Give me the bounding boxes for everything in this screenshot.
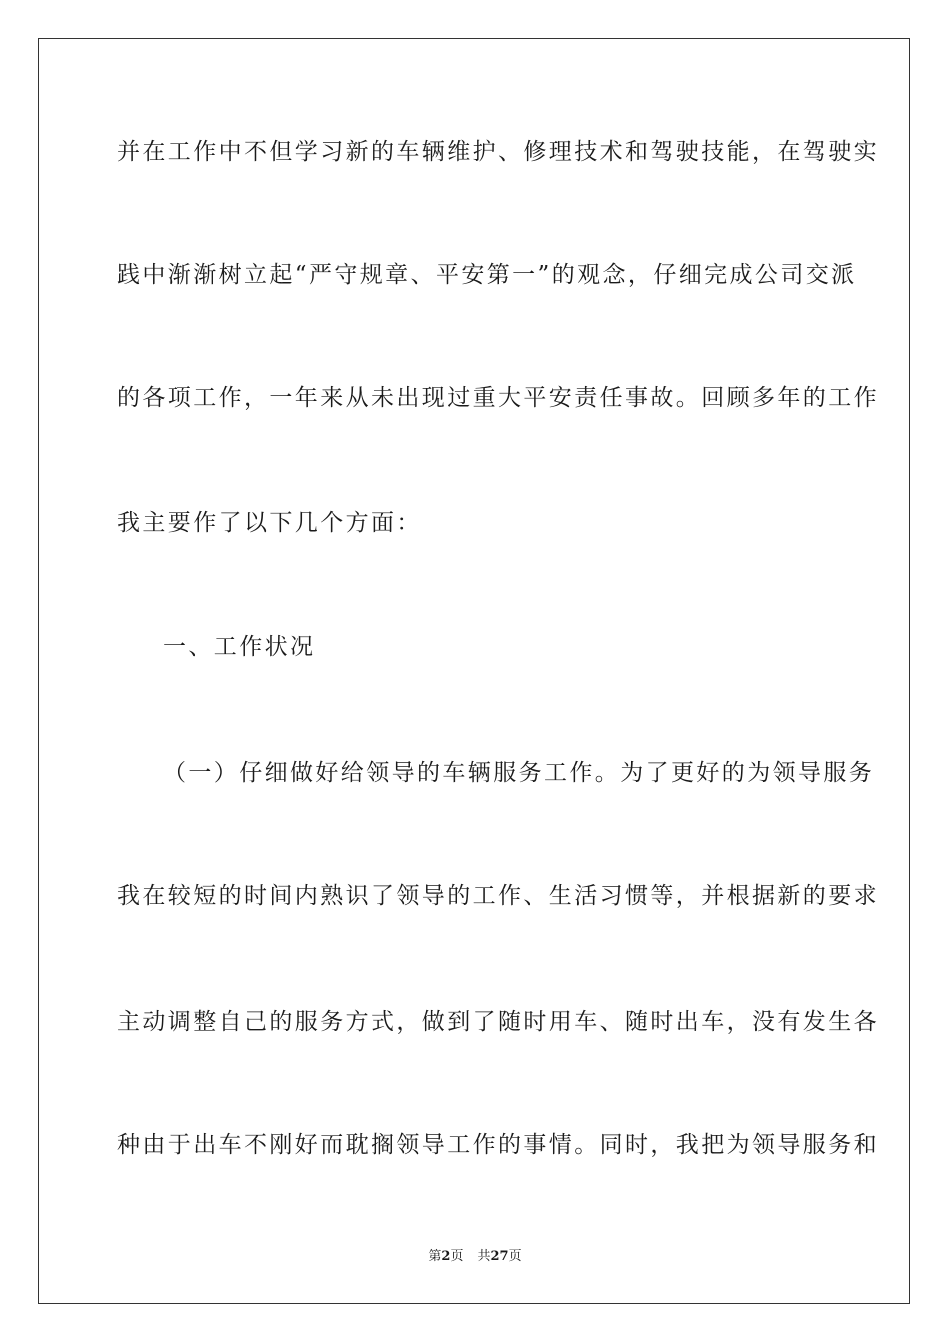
total-pages: 27 (490, 1249, 509, 1264)
page-border (38, 38, 910, 1304)
body-text-line: 的各项工作，一年来从未出现过重大平安责任事故。回顾多年的工作 (117, 385, 879, 411)
total-label-suffix: 页 (508, 1249, 522, 1264)
page-label-suffix: 页 (450, 1249, 464, 1264)
total-label-prefix: 共 (477, 1249, 491, 1264)
body-text-line: （一）仔细做好给领导的车辆服务工作。为了更好的为领导服务 (163, 760, 875, 786)
page-label-prefix: 第 (428, 1249, 442, 1264)
body-text-line: 并在工作中不但学习新的车辆维护、修理技术和驾驶技能，在驾驶实 (117, 139, 879, 165)
page-number: 2 (441, 1249, 451, 1264)
page-footer (0, 1249, 950, 1265)
body-text-line: 种由于出车不刚好而耽搁领导工作的事情。同时，我把为领导服务和 (117, 1132, 879, 1158)
body-text-line: 主动调整自己的服务方式，做到了随时用车、随时出车，没有发生各 (117, 1009, 879, 1035)
section-heading: 一、工作状况 (163, 634, 316, 660)
body-text-line: 我主要作了以下几个方面： (117, 510, 422, 536)
body-text-line: 我在较短的时间内熟识了领导的工作、生活习惯等，并根据新的要求 (117, 883, 879, 909)
body-text-line: 践中渐渐树立起“严守规章、平安第一”的观念，仔细完成公司交派 (117, 262, 857, 288)
